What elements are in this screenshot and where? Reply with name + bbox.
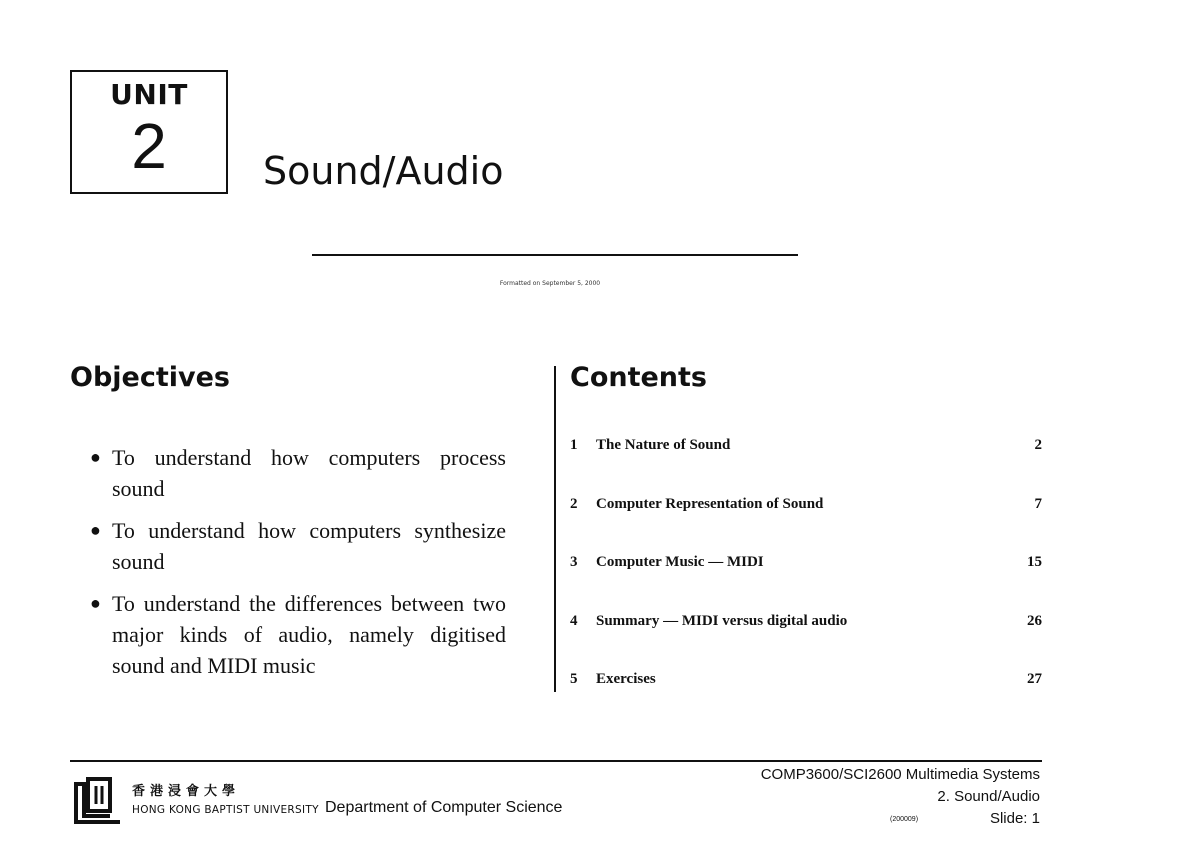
toc-page: 26	[1027, 612, 1042, 629]
toc-entry[interactable]	[570, 668, 1042, 690]
toc-title: Exercises	[596, 670, 656, 687]
toc-entry[interactable]	[570, 551, 1042, 573]
unit-label: UNIT	[110, 78, 188, 111]
objectives-heading: Objectives	[70, 362, 230, 393]
toc-title: Summary — MIDI versus digital audio	[596, 612, 848, 629]
bullet-icon: ●	[90, 520, 101, 540]
toc-page: 15	[1027, 553, 1042, 570]
toc-page: 2	[1034, 436, 1042, 453]
toc-title: Computer Representation of Sound	[596, 495, 824, 512]
list-item	[88, 515, 506, 577]
footer-divider	[70, 760, 1042, 762]
unit-number: 2	[131, 110, 167, 182]
course-title: COMP3600/SCI2600 Multimedia Systems	[760, 766, 1040, 783]
version-code: (200009)	[890, 816, 919, 823]
bullet-icon: ●	[90, 447, 101, 467]
objective-text: To understand how computers process sound	[112, 445, 506, 501]
formatted-date-note: Formatted on September 5, 2000	[499, 280, 601, 287]
toc-number: 4	[570, 612, 578, 629]
toc-page: 7	[1034, 495, 1042, 512]
university-name-chinese: 香港浸會大學	[132, 784, 241, 799]
toc-entry[interactable]	[570, 434, 1042, 456]
department-name: Department of Computer Science	[325, 799, 563, 816]
bullet-icon: ●	[90, 593, 101, 613]
toc-entry[interactable]	[570, 610, 1042, 632]
unit-reference: 2. Sound/Audio	[937, 788, 1040, 805]
toc-title: Computer Music — MIDI	[596, 553, 764, 570]
title-divider	[312, 254, 798, 256]
toc-number: 2	[570, 495, 578, 512]
university-name-english: HONG KONG BAPTIST UNIVERSITY	[132, 804, 319, 816]
university-logo-icon	[72, 776, 122, 826]
objective-text: To understand how computers synthesize sound	[112, 518, 506, 574]
objectives-list	[88, 442, 506, 692]
toc-number: 1	[570, 436, 578, 453]
page-title: Sound/Audio	[263, 149, 504, 193]
list-item	[88, 442, 506, 504]
slide-number: Slide: 1	[989, 810, 1040, 827]
list-item	[88, 588, 506, 681]
column-divider	[554, 366, 556, 692]
contents-heading: Contents	[570, 362, 708, 393]
toc-entry[interactable]	[570, 493, 1042, 515]
toc-number: 3	[570, 553, 578, 570]
toc-title: The Nature of Sound	[596, 436, 731, 453]
toc-page: 27	[1027, 670, 1042, 687]
toc-number: 5	[570, 670, 578, 687]
objective-text: To understand the differences between two major kinds of audio, namely digitised sound and MIDI music	[112, 591, 506, 678]
unit-box	[70, 70, 228, 194]
